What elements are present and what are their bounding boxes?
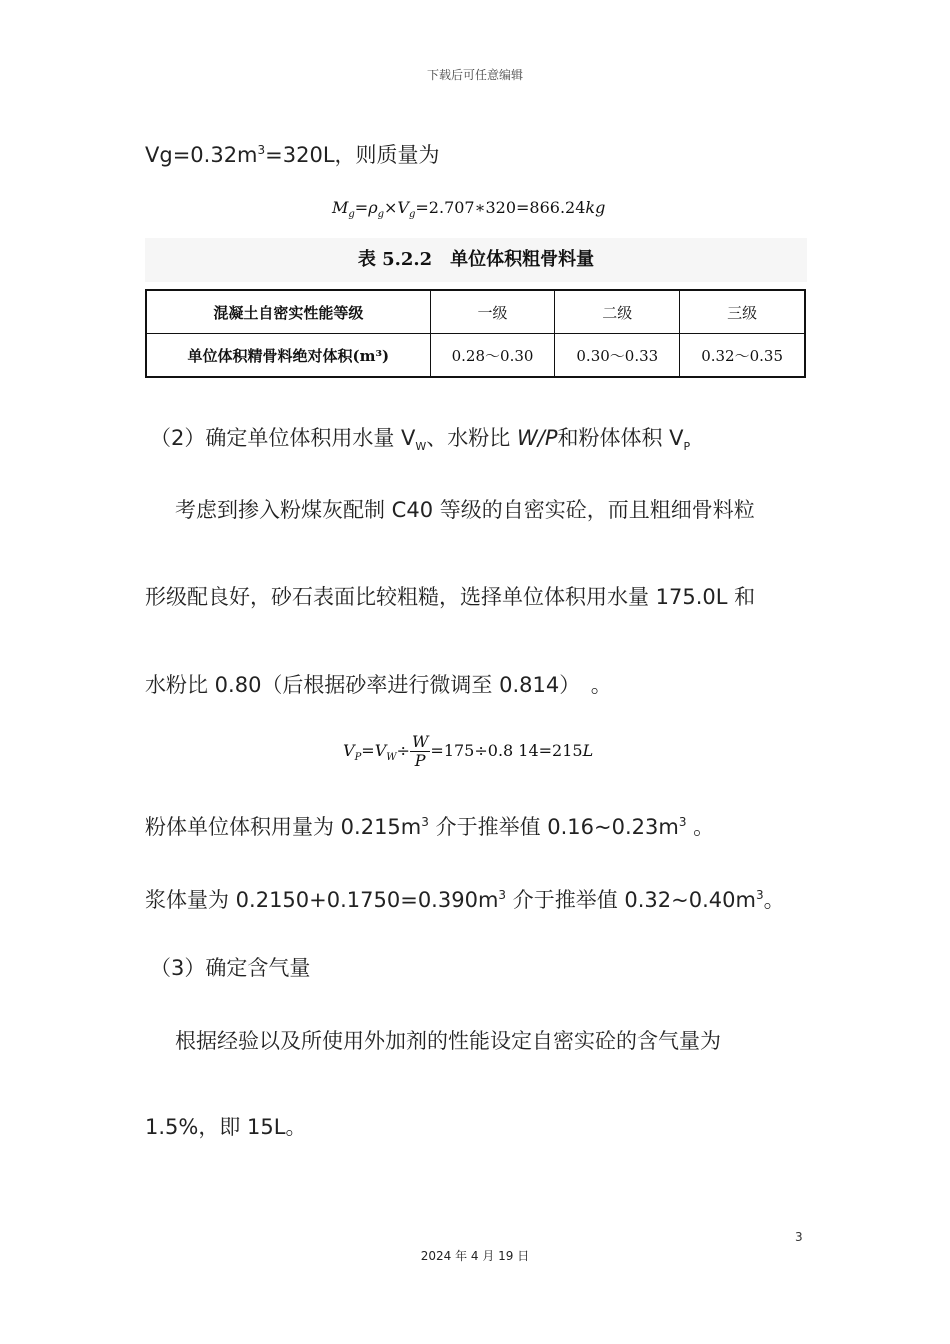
fraction-numerator: W [411,732,429,751]
table-cell: 混凝土自密实性能等级 [146,290,430,334]
formula-v: V [374,741,387,760]
formula-rho: ρ [368,198,378,217]
formula-sub: g [348,209,355,221]
paragraph-line: 形级配良好，砂石表面比较粗糙，选择单位体积用水量 175.0L 和 [145,585,756,609]
mass-formula [332,198,605,220]
paragraph-line: 水粉比 0.80（后根据砂率进行微调至 0.814） 。 [145,673,612,697]
formula-rest: =2.707∗320=866.24 [415,198,586,217]
section-2-sub: P [683,440,691,454]
paste-text: 浆体量为 0.2150+0.1750=0.390m [145,888,499,912]
formula-rest: =175÷0.8 14=215 [430,741,583,760]
section-2-text: （2）确定单位体积用水量 V [150,426,416,450]
page-number: 3 [795,1230,803,1244]
paragraph-line: 1.5%，即 15L。 [145,1115,307,1139]
formula-sub: g [408,209,416,221]
formula-unit: kg [585,198,606,217]
section-2-heading [150,424,690,461]
powder-sup: 3 [678,815,687,829]
section-2-sub: W [415,440,427,454]
volume-text-a: Vg=0.32m [145,143,258,167]
paste-text: 。 [763,888,785,912]
table-cell: 三级 [680,290,805,334]
section-2-ratio: W/P [516,426,558,450]
table-cell: 一级 [430,290,555,334]
formula-times: × [384,198,398,217]
formula-m: M [332,198,349,217]
formula-fraction [410,733,430,770]
table-cell: 单位体积精骨料绝对体积(m³) [146,334,430,378]
page-footer-date: 2024 年 4 月 19 日 [420,1249,530,1263]
table-title: 表 5.2.2 单位体积粗骨料量 [145,238,807,282]
coarse-aggregate-table [145,289,806,378]
volume-text-b: =320L，则质量为 [265,143,440,167]
section-3-heading: （3）确定含气量 [150,956,311,980]
volume-line [145,136,440,169]
volume-sup: 3 [257,143,266,157]
formula-eq: = [354,198,369,217]
formula-sub: P [354,752,362,764]
powder-sup: 3 [421,815,429,829]
table-row [146,290,805,334]
table-row [146,334,805,378]
formula-div: ÷ [396,741,410,760]
formula-v: V [343,741,355,760]
page-header: 下载后可任意编辑 [426,68,523,82]
table-cell: 0.28～0.30 [430,334,555,378]
powder-text: 粉体单位体积用量为 0.215m [145,815,422,839]
table-cell: 0.32～0.35 [680,334,805,378]
powder-volume-formula [343,733,593,770]
powder-text: 介于推举值 0.16~0.23m [428,815,679,839]
formula-sub: W [386,752,397,764]
paste-text: 介于推举值 0.32~0.40m [506,888,756,912]
paste-sup: 3 [498,888,507,902]
section-2-text: 和粉体体积 V [557,426,684,450]
paragraph-line: 考虑到掺入粉煤灰配制 C40 等级的自密实砼，而且粗细骨料粒 [175,498,755,522]
powder-line [145,808,714,841]
table-cell: 二级 [555,290,680,334]
paste-sup: 3 [755,888,764,902]
fraction-denominator: P [414,751,426,770]
table-cell: 0.30～0.33 [555,334,680,378]
formula-v: V [397,198,409,217]
formula-eq: = [361,741,375,760]
formula-sub: g [377,209,385,221]
powder-text: 。 [686,815,715,839]
paragraph-line: 根据经验以及所使用外加剂的性能设定自密实砼的含气量为 [175,1029,721,1053]
paste-line [145,881,785,914]
section-2-text: 、水粉比 [426,426,517,450]
formula-unit: L [582,741,594,760]
